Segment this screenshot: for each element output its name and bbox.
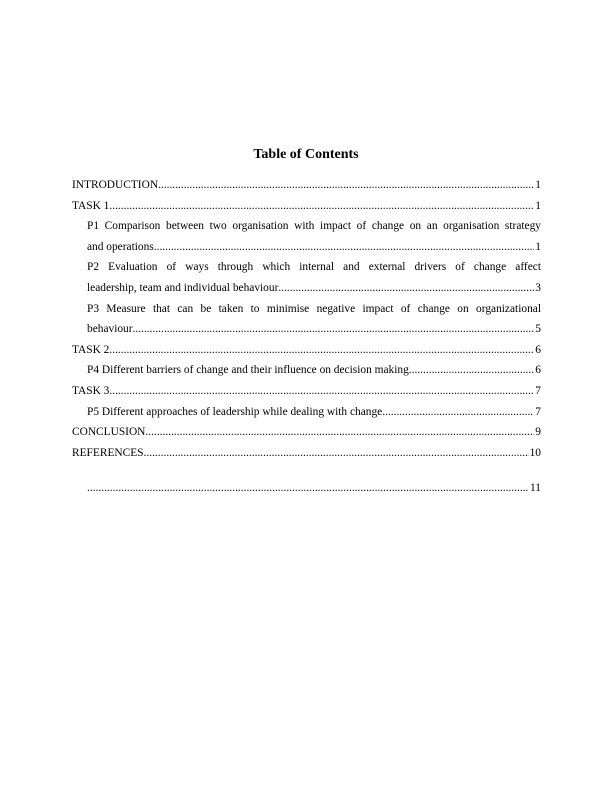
toc-page-number: 1 bbox=[535, 240, 541, 253]
dot-leader bbox=[109, 381, 534, 402]
dot-leader bbox=[133, 319, 535, 340]
dot-leader bbox=[144, 443, 529, 464]
dot-leader bbox=[145, 422, 534, 443]
toc-entry-p5[interactable] bbox=[87, 402, 541, 423]
toc-entry-label: leadership, team and individual behaviour bbox=[87, 281, 279, 294]
dot-leader bbox=[109, 340, 534, 361]
toc-title: Table of Contents bbox=[253, 147, 359, 162]
toc-entry-label: P4 Different barriers of change and their influence on decision making bbox=[87, 364, 409, 377]
dot-leader bbox=[278, 278, 534, 299]
toc-page-number: 1 bbox=[535, 179, 541, 191]
toc-entry-p1[interactable] bbox=[87, 216, 541, 257]
toc-entry-label: P5 Different approaches of leadership while dealing with change bbox=[87, 405, 383, 418]
toc-page-number: 11 bbox=[530, 482, 541, 495]
toc-entry-p3[interactable] bbox=[87, 299, 541, 340]
toc-entry-introduction[interactable] bbox=[72, 175, 541, 196]
toc-entry-conclusion[interactable] bbox=[72, 422, 541, 443]
toc-page-number: 7 bbox=[535, 405, 541, 418]
toc-page-number: 5 bbox=[535, 323, 541, 336]
toc-entry-p4[interactable] bbox=[87, 360, 541, 381]
toc-entry-p2[interactable] bbox=[87, 257, 541, 298]
toc-entry-label: TASK 1 bbox=[72, 199, 110, 212]
toc-spacer bbox=[72, 463, 541, 478]
toc-page-number: 6 bbox=[535, 343, 541, 356]
toc-page-number: 3 bbox=[535, 281, 541, 294]
toc-entry-label: behaviour bbox=[87, 323, 133, 336]
toc-page-number: 7 bbox=[535, 384, 541, 397]
toc-entry-text: P3 Measure that can be taken to minimise negative impact of change on organizational bbox=[87, 302, 541, 315]
toc-entry-text: P1 Comparison between two organisation with impact of change on an organisation strategy bbox=[87, 220, 541, 233]
dot-leader bbox=[382, 402, 534, 423]
toc-page-number: 1 bbox=[535, 199, 541, 212]
toc-page-number: 10 bbox=[529, 446, 541, 459]
toc-page-number: 9 bbox=[535, 426, 541, 439]
toc-entry-label: INTRODUCTION bbox=[72, 179, 159, 191]
toc-entry-label: TASK 2 bbox=[72, 343, 110, 356]
toc-entry-label: and operations bbox=[87, 240, 154, 253]
dot-leader bbox=[409, 360, 535, 381]
toc-entry-text: P2 Evaluation of ways through which internal and external drivers of change affect bbox=[87, 261, 541, 274]
dot-leader bbox=[109, 196, 534, 217]
toc-page-number: 6 bbox=[535, 364, 541, 377]
toc-entry-label: REFERENCES bbox=[72, 446, 144, 459]
toc-entry-label: TASK 3 bbox=[72, 384, 110, 397]
toc-entry-label: CONCLUSION bbox=[72, 426, 146, 439]
dot-leader bbox=[87, 478, 529, 499]
dot-leader bbox=[158, 175, 534, 196]
toc-entry-unnamed[interactable] bbox=[87, 478, 541, 499]
toc-entry-task-2[interactable] bbox=[72, 340, 541, 361]
toc-entry-references[interactable] bbox=[72, 443, 541, 464]
dot-leader bbox=[154, 237, 535, 258]
toc-entry-task-1[interactable] bbox=[72, 196, 541, 217]
toc-entry-task-3[interactable] bbox=[72, 381, 541, 402]
table-of-contents bbox=[72, 175, 541, 499]
